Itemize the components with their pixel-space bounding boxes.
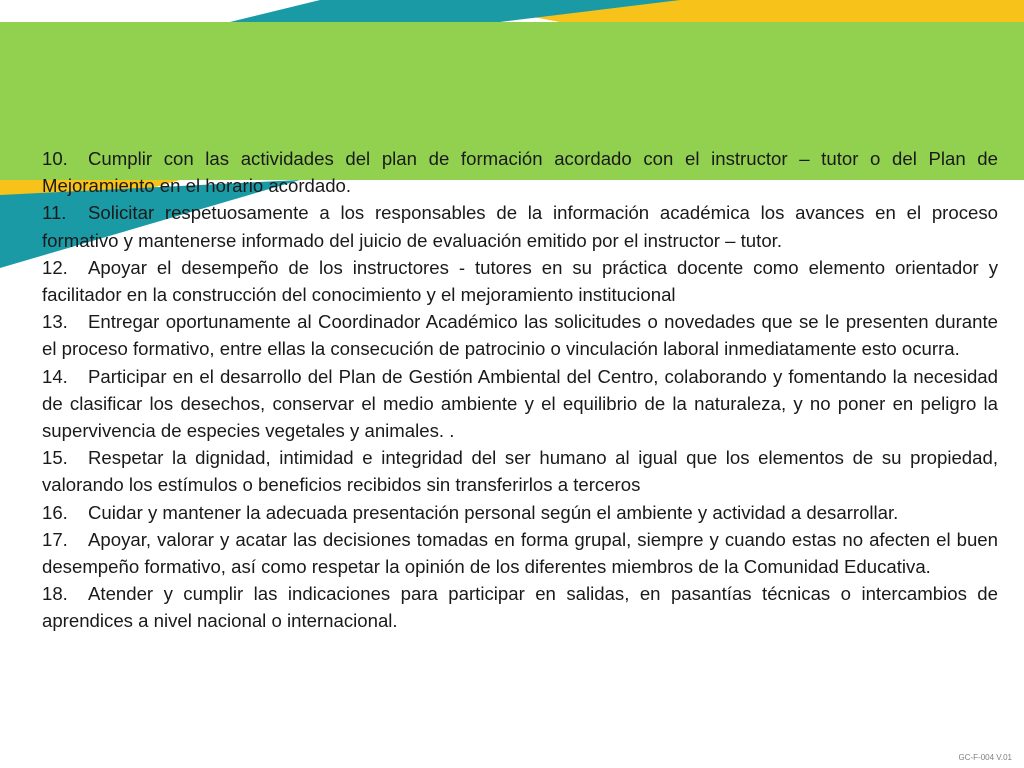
- item-number: 10.: [42, 148, 68, 169]
- rules-list: [42, 145, 998, 635]
- item-number: 13.: [42, 311, 68, 333]
- item-text: Apoyar, valorar y acatar las decisiones tomadas en forma grupal, siempre y cuando estas no afecten el buen desempeño formativo, así como respetar la opinión de los diferentes miembros de la Comunidad Educativa.: [42, 528, 998, 578]
- list-item: [42, 308, 998, 362]
- item-number: 11.: [42, 202, 67, 224]
- list-item: [42, 580, 998, 634]
- item-text: Entregar oportunamente al Coordinador Académico las solicitudes o novedades que se le presenten durante el proceso formativo, entre ellas la consecución de patrocinio o vinculación laboral inmediatamente esto ocurra.: [42, 311, 998, 360]
- item-text: Respetar la dignidad, intimidad e integridad del ser humano al igual que los elementos de su propiedad, valorando los estímulos o beneficios recibidos sin transferirlos a terceros: [42, 447, 998, 496]
- list-item: [42, 145, 998, 199]
- item-text: Participar en el desarrollo del Plan de Gestión Ambiental del Centro, colaborando y fomentando la necesidad de clasificar los desechos, conservar el medio ambiente y el equilibrio de la naturaleza, y no poner en peligro la supervivencia de especies vegetales y animales. .: [42, 365, 998, 442]
- list-item: [42, 199, 998, 253]
- item-text: Cuidar y mantener la adecuada presentación personal según el ambiente y actividad a desarrollar.: [88, 501, 899, 523]
- document-code: GC-F-004 V.01: [958, 753, 1012, 762]
- item-number: 16.: [42, 501, 68, 523]
- list-item: [42, 363, 998, 445]
- list-item: [42, 526, 998, 580]
- item-number: 12.: [42, 256, 68, 278]
- item-number: 14.: [42, 365, 68, 387]
- item-number: 18.: [42, 583, 68, 605]
- item-number: 17.: [42, 528, 68, 550]
- item-text: Solicitar respetuosamente a los responsables de la información académica los avances en el proceso formativo y mantenerse informado del juicio de evaluación emitido por el instructor – tutor.: [42, 202, 998, 251]
- list-item: [42, 444, 998, 498]
- item-number: 15.: [42, 447, 68, 469]
- item-text: Cumplir con las actividades del plan de formación acordado con el instructor – tutor o del Plan de Mejoramiento en el horario acordado.: [42, 148, 998, 197]
- list-item: [42, 499, 998, 526]
- list-item: [42, 254, 998, 308]
- item-text: Atender y cumplir las indicaciones para participar en salidas, en pasantías técnicas o intercambios de aprendices a nivel nacional o internacional.: [42, 583, 998, 632]
- item-text: Apoyar el desempeño de los instructores - tutores en su práctica docente como elemento orientador y facilitador en la construcción del conocimiento y el mejoramiento institucional: [42, 256, 998, 306]
